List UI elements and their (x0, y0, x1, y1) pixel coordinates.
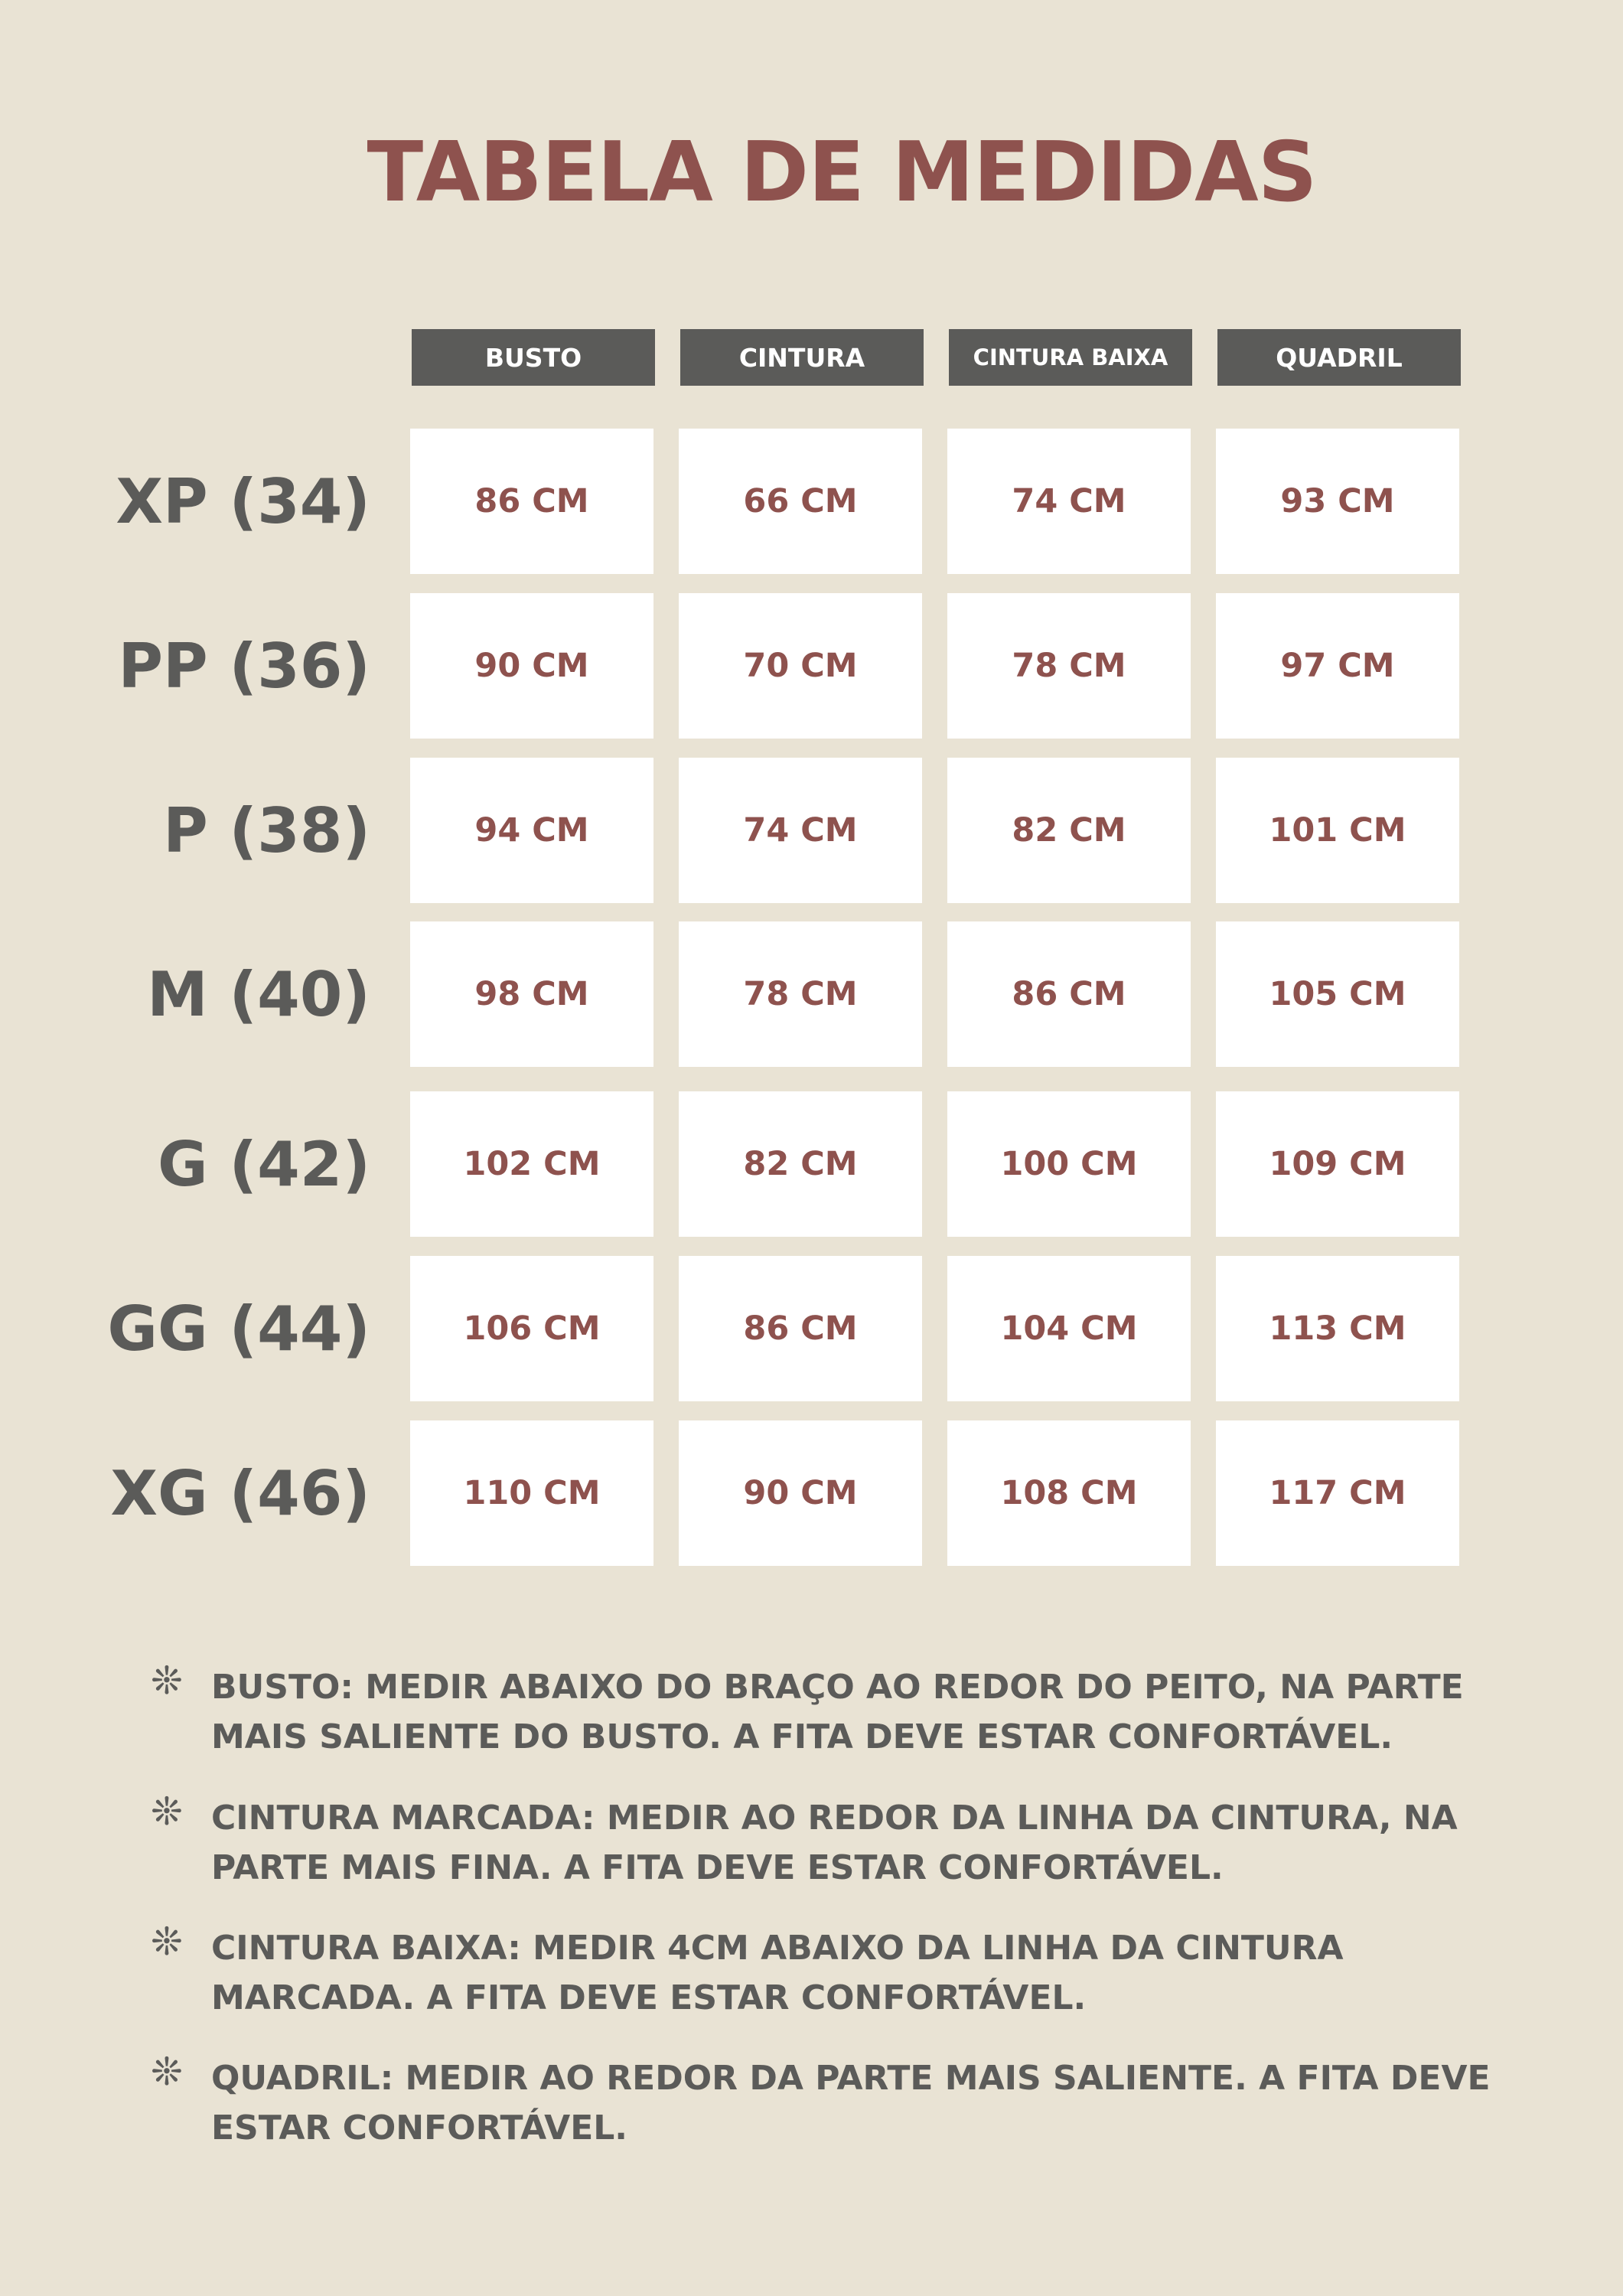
column-header-cintura-baixa: CINTURA BAIXA (949, 329, 1192, 386)
note-line: BUSTO: MEDIR ABAIXO DO BRAÇO AO REDOR DO PEITO, NA PARTE (211, 1668, 1464, 1707)
size-label: PP (36) (118, 630, 370, 702)
size-label: G (42) (158, 1128, 370, 1200)
table-cell: 78 CM (679, 921, 922, 1067)
table-cell: 100 CM (947, 1091, 1191, 1237)
table-cell: 74 CM (679, 758, 922, 903)
table-cell: 82 CM (679, 1091, 922, 1237)
note-line: CINTURA BAIXA: MEDIR 4CM ABAIXO DA LINHA DA CINTURA (211, 1929, 1344, 1968)
table-cell: 102 CM (410, 1091, 653, 1237)
table-cell: 90 CM (410, 593, 653, 739)
asterisk-flower-icon: ❊ (151, 1789, 183, 1834)
table-cell: 117 CM (1216, 1420, 1459, 1566)
table-cell: 66 CM (679, 429, 922, 574)
table-cell: 70 CM (679, 593, 922, 739)
column-header-busto: BUSTO (412, 329, 655, 386)
table-cell: 78 CM (947, 593, 1191, 739)
asterisk-flower-icon: ❊ (151, 1919, 183, 1964)
size-label: P (38) (163, 794, 370, 866)
size-label: XP (34) (116, 465, 370, 537)
note-line: CINTURA MARCADA: MEDIR AO REDOR DA LINHA DA CINTURA, NA (211, 1799, 1458, 1838)
column-header-quadril: QUADRIL (1217, 329, 1461, 386)
table-cell: 90 CM (679, 1420, 922, 1566)
table-cell: 93 CM (1216, 429, 1459, 574)
table-cell: 110 CM (410, 1420, 653, 1566)
table-cell: 74 CM (947, 429, 1191, 574)
note-line: MAIS SALIENTE DO BUSTO. A FITA DEVE ESTAR CONFORTÁVEL. (211, 1717, 1393, 1756)
table-cell: 101 CM (1216, 758, 1459, 903)
table-cell: 108 CM (947, 1420, 1191, 1566)
table-cell: 104 CM (947, 1256, 1191, 1401)
table-cell: 97 CM (1216, 593, 1459, 739)
table-cell: 94 CM (410, 758, 653, 903)
table-cell: 98 CM (410, 921, 653, 1067)
note-line: MARCADA. A FITA DEVE ESTAR CONFORTÁVEL. (211, 1978, 1087, 2017)
table-cell: 86 CM (679, 1256, 922, 1401)
table-cell: 86 CM (947, 921, 1191, 1067)
note-line: QUADRIL: MEDIR AO REDOR DA PARTE MAIS SALIENTE. A FITA DEVE (211, 2059, 1491, 2098)
asterisk-flower-icon: ❊ (151, 1658, 183, 1703)
column-header-cintura: CINTURA (680, 329, 924, 386)
table-cell: 86 CM (410, 429, 653, 574)
table-cell: 82 CM (947, 758, 1191, 903)
asterisk-flower-icon: ❊ (151, 2050, 183, 2094)
table-cell: 113 CM (1216, 1256, 1459, 1401)
size-label: XG (46) (110, 1457, 370, 1529)
size-label: M (40) (147, 958, 370, 1030)
note-line: ESTAR CONFORTÁVEL. (211, 2108, 628, 2148)
table-cell: 106 CM (410, 1256, 653, 1401)
table-cell: 109 CM (1216, 1091, 1459, 1237)
size-label: GG (44) (107, 1293, 370, 1365)
note-line: PARTE MAIS FINA. A FITA DEVE ESTAR CONFORTÁVEL. (211, 1848, 1224, 1887)
page-title: TABELA DE MEDIDAS (367, 125, 1317, 220)
table-cell: 105 CM (1216, 921, 1459, 1067)
